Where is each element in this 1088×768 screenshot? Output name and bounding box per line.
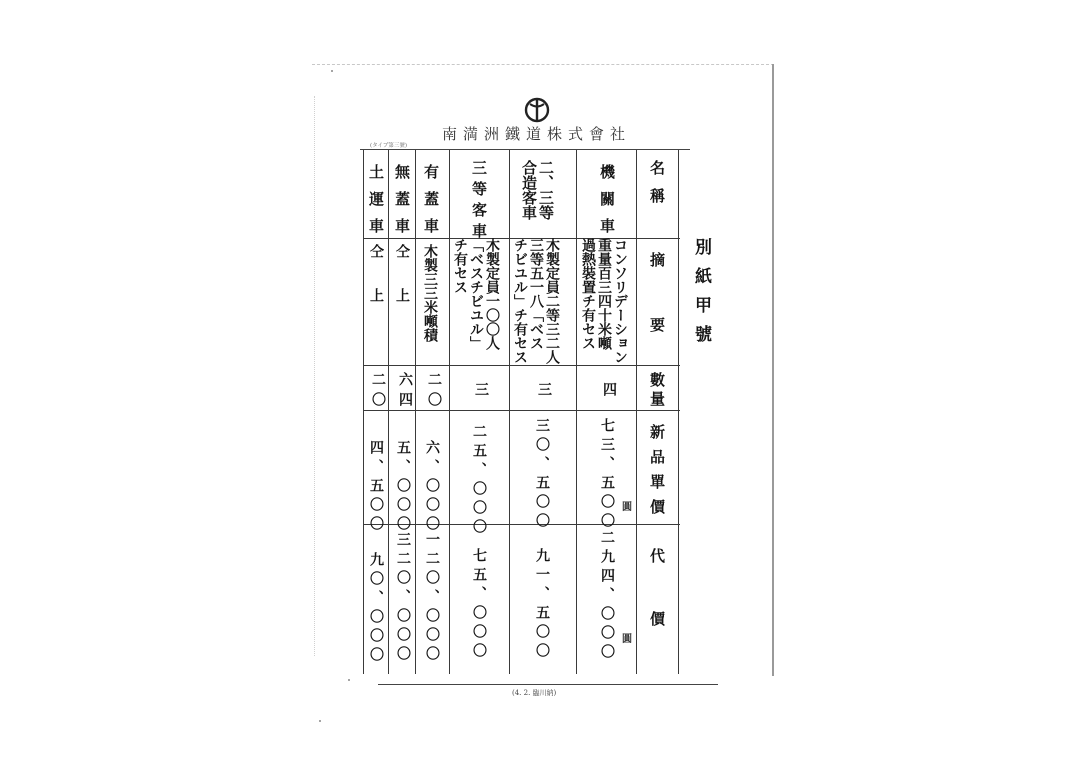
form-number: (タイプ第三號) bbox=[370, 143, 408, 149]
row-price: 三二〇、〇〇〇 bbox=[395, 532, 411, 665]
header-rule bbox=[360, 149, 690, 150]
row-summary: 木製定員二等三二人 三等五一八「ベス チビユル」チ有セス bbox=[512, 238, 560, 364]
row-summary: 仝上 bbox=[368, 244, 384, 332]
row-new-price: 三〇、五〇〇 bbox=[534, 418, 550, 532]
row-price: 一二〇、〇〇〇 bbox=[424, 532, 440, 665]
scan-speck bbox=[348, 679, 350, 681]
column-divider bbox=[388, 150, 389, 674]
row-name: 二、三等 合造客車 bbox=[520, 160, 555, 220]
row-price: 九〇、〇〇〇 bbox=[368, 552, 384, 666]
table-border-right bbox=[678, 150, 679, 674]
column-divider bbox=[509, 150, 510, 674]
table-border-left bbox=[363, 150, 364, 674]
row-price: 九一、五〇〇 bbox=[534, 548, 550, 662]
scan-speck bbox=[319, 720, 321, 722]
row-price: 七五、〇〇〇 bbox=[471, 548, 487, 662]
row-new-price: 六、〇〇〇 bbox=[424, 440, 440, 535]
column-divider bbox=[449, 150, 450, 674]
page-right-edge bbox=[772, 64, 774, 676]
row-quantity: 四 bbox=[601, 382, 617, 402]
page-left-edge bbox=[314, 96, 315, 656]
column-divider bbox=[636, 150, 637, 674]
row-name: 機關車 bbox=[598, 164, 616, 245]
company-logo-icon bbox=[524, 97, 550, 123]
row-new-price: 二五、〇〇〇 bbox=[471, 424, 487, 538]
column-divider bbox=[415, 150, 416, 674]
row-summary: 木製定員一〇〇人 「ベスチビユル」 チ有セス bbox=[452, 238, 500, 350]
row-summary: コンソリデーション 重量百三四十米噸 過熱裝置チ有セス bbox=[580, 238, 628, 364]
section-divider bbox=[364, 365, 680, 366]
header-summary: 摘要 bbox=[648, 252, 666, 382]
row-new-price: 七三、五〇〇 bbox=[599, 418, 615, 532]
row-summary: 仝上 bbox=[394, 244, 410, 332]
column-divider bbox=[576, 150, 577, 674]
footer-rule bbox=[378, 684, 718, 685]
header-name: 名稱 bbox=[648, 160, 666, 216]
row-new-price: 四、五〇〇 bbox=[368, 440, 384, 535]
company-name: 南満洲鐵道株式會社 bbox=[442, 125, 632, 143]
row-name: 三等客車 bbox=[470, 160, 488, 244]
header-quantity: 數量 bbox=[648, 372, 666, 410]
header-price: 代價 bbox=[648, 548, 666, 674]
row-name: 無蓋車 bbox=[393, 164, 411, 245]
attachment-title: 別紙甲號 bbox=[691, 238, 711, 354]
row-name: 有蓋車 bbox=[422, 164, 440, 245]
header-new-price: 新品單價 bbox=[648, 424, 666, 524]
yen-unit-mark: 圓 bbox=[622, 634, 632, 645]
row-name: 土運車 bbox=[367, 164, 385, 245]
row-quantity: 六四 bbox=[397, 372, 413, 412]
scan-speck bbox=[331, 70, 333, 72]
row-new-price: 五、〇〇〇 bbox=[395, 440, 411, 535]
row-price: 二九四、〇〇〇 bbox=[599, 530, 615, 663]
row-quantity: 三 bbox=[536, 382, 552, 402]
page-top-edge bbox=[312, 64, 774, 65]
row-quantity: 二〇 bbox=[370, 372, 386, 412]
yen-unit-mark: 圓 bbox=[622, 502, 632, 513]
row-summary: 木製三三米噸積 bbox=[422, 244, 438, 342]
section-divider bbox=[364, 524, 680, 525]
row-quantity: 二〇 bbox=[426, 372, 442, 412]
row-quantity: 三 bbox=[473, 382, 489, 402]
footer-note: (4. 2. 臨川納) bbox=[512, 689, 557, 697]
